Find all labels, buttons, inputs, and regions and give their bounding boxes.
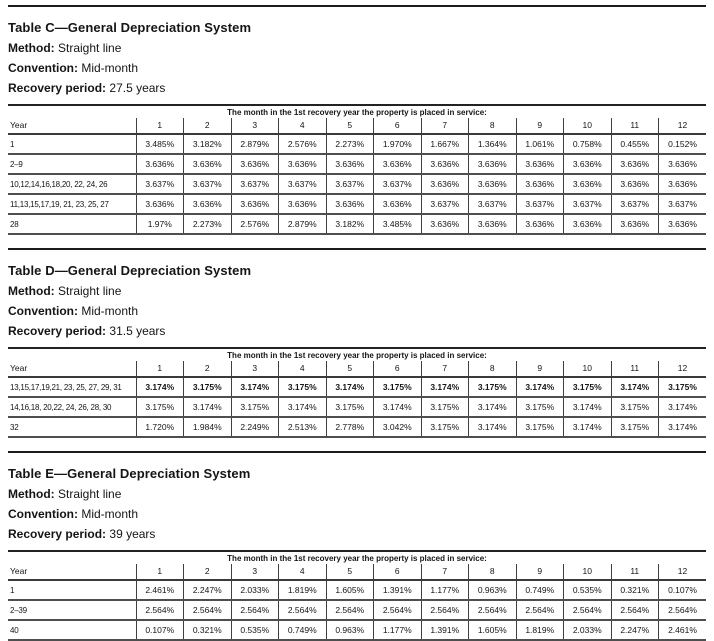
month-column-header: 4 [279,118,327,134]
year-row-label: 1 [8,134,136,154]
month-header-row [8,564,706,580]
rate-cell: 2.247% [184,580,232,600]
month-column-header: 3 [231,118,279,134]
rate-cell: 0.758% [564,134,612,154]
rate-cell: 3.636% [516,174,564,194]
rate-cell: 3.636% [611,154,659,174]
method-line [8,488,706,501]
year-row-label: 13,15,17,19,21, 23, 25, 27, 29, 31 [8,377,136,397]
table-row [8,134,706,154]
rate-cell: 3.174% [469,397,517,417]
rate-cell: 3.637% [279,174,327,194]
rate-cell: 3.637% [231,174,279,194]
rate-cell: 3.175% [516,397,564,417]
rate-cell: 2.273% [326,134,374,154]
rate-cell: 2.879% [279,214,327,234]
rate-cell: 3.636% [469,174,517,194]
month-header-row [8,361,706,377]
rate-cell: 3.637% [374,174,422,194]
rate-cell: 3.175% [184,377,232,397]
rate-cell: 3.636% [326,154,374,174]
rate-cell: 0.107% [136,620,184,640]
table-title: Table E—General Depreciation System [8,466,251,481]
rate-cell: 3.174% [421,377,469,397]
section-table-e [8,451,706,641]
rate-cell: 1.970% [374,134,422,154]
rate-cell: 2.879% [231,134,279,154]
month-column-header: 3 [231,361,279,377]
rate-cell: 2.564% [184,600,232,620]
rate-cell: 2.249% [231,417,279,437]
convention-line [8,305,706,318]
month-column-header: 8 [469,118,517,134]
section-divider [8,248,706,250]
year-row-label: 14,16,18, 20,22, 24, 26, 28, 30 [8,397,136,417]
rate-cell: 1.667% [421,134,469,154]
rate-cell: 2.564% [279,600,327,620]
rate-cell: 0.963% [469,580,517,600]
method-label: Method: [8,41,55,55]
rate-cell: 2.564% [611,600,659,620]
month-column-header: 5 [326,564,374,580]
rate-cell: 1.720% [136,417,184,437]
method-label: Method: [8,487,55,501]
rate-cell: 1.364% [469,134,517,154]
year-row-label: 2–9 [8,154,136,174]
rate-cell: 3.174% [564,397,612,417]
month-column-header: 11 [611,118,659,134]
recovery-period-line [8,528,706,541]
rate-cell: 3.636% [564,214,612,234]
convention-value: Mid-month [81,61,139,75]
rate-cell: 3.636% [374,194,422,214]
rate-cell: 3.175% [374,377,422,397]
recovery-period-value: 39 years [109,527,156,541]
method-label: Method: [8,284,55,298]
rate-cell: 2.564% [421,600,469,620]
rate-cell: 3.174% [326,377,374,397]
rate-cell: 0.321% [611,580,659,600]
month-spanning-header: The month in the 1st recovery year the property is placed in service: [227,108,487,117]
rate-cell: 2.247% [611,620,659,640]
month-header-row [8,118,706,134]
rate-cell: 3.174% [516,377,564,397]
year-column-header: Year [8,118,136,134]
rate-cell: 3.485% [374,214,422,234]
year-row-label: 2–39 [8,600,136,620]
rate-cell: 3.174% [611,377,659,397]
rate-cell: 3.637% [564,194,612,214]
month-column-header: 7 [421,361,469,377]
rate-cell: 3.175% [421,417,469,437]
rate-cell: 3.636% [136,194,184,214]
rate-cell: 3.175% [659,377,707,397]
rate-cell: 3.636% [279,194,327,214]
rate-cell: 2.564% [659,600,707,620]
rate-cell: 1.97% [136,214,184,234]
rate-cell: 3.175% [564,377,612,397]
month-spanning-header: The month in the 1st recovery year the property is placed in service: [227,554,487,563]
rate-cell: 0.152% [659,134,707,154]
rate-cell: 3.636% [659,174,707,194]
rate-cell: 0.749% [516,580,564,600]
rate-cell: 3.636% [326,194,374,214]
rate-cell: 1.605% [326,580,374,600]
month-column-header: 8 [469,361,517,377]
rate-cell: 3.175% [326,397,374,417]
rate-cell: 1.061% [516,134,564,154]
month-spanning-header: The month in the 1st recovery year the property is placed in service: [227,351,487,360]
recovery-period-value: 27.5 years [109,81,166,95]
recovery-period-label: Recovery period: [8,81,107,95]
rate-cell: 2.564% [469,600,517,620]
table-row [8,600,706,620]
convention-label: Convention: [8,507,78,521]
table-title: Table C—General Depreciation System [8,20,252,35]
rate-cell: 1.819% [279,580,327,600]
rate-cell: 3.636% [564,174,612,194]
method-line [8,42,706,55]
rate-cell: 1.177% [374,620,422,640]
month-column-header: 1 [136,564,184,580]
rate-cell: 2.461% [136,580,184,600]
rate-cell: 3.175% [231,397,279,417]
rate-cell: 3.175% [279,377,327,397]
rate-cell: 3.637% [659,194,707,214]
month-column-header: 10 [564,118,612,134]
table-title: Table D—General Depreciation System [8,263,252,278]
rate-cell: 3.636% [136,154,184,174]
section-divider [8,5,706,7]
rate-cell: 3.175% [611,397,659,417]
rate-cell: 2.564% [516,600,564,620]
rate-cell: 3.636% [564,154,612,174]
year-row-label: 40 [8,620,136,640]
rate-cell: 3.637% [184,174,232,194]
month-column-header: 1 [136,361,184,377]
rate-cell: 3.636% [469,214,517,234]
rate-cell: 1.605% [469,620,517,640]
month-column-header: 1 [136,118,184,134]
rate-cell: 3.636% [184,194,232,214]
method-value: Straight line [58,284,122,298]
section-table-d [8,248,706,438]
year-row-label: 11,13,15,17,19, 21, 23, 25, 27 [8,194,136,214]
rate-cell: 3.175% [136,397,184,417]
rate-cell: 3.174% [469,417,517,437]
year-row-label: 1 [8,580,136,600]
rate-cell: 3.636% [231,154,279,174]
convention-line [8,62,706,75]
month-column-header: 11 [611,564,659,580]
month-column-header: 7 [421,118,469,134]
recovery-period-label: Recovery period: [8,324,107,338]
rate-cell: 3.636% [659,214,707,234]
rate-cell: 3.174% [136,377,184,397]
depreciation-table [8,550,706,641]
rate-cell: 2.033% [231,580,279,600]
convention-value: Mid-month [81,507,139,521]
rate-cell: 3.637% [326,174,374,194]
table-row [8,580,706,600]
rate-cell: 2.033% [564,620,612,640]
rate-cell: 3.174% [374,397,422,417]
month-column-header: 8 [469,564,517,580]
rate-cell: 0.321% [184,620,232,640]
year-row-label: 10,12,14,16,18,20, 22, 24, 26 [8,174,136,194]
rate-cell: 2.564% [326,600,374,620]
rate-cell: 3.174% [659,417,707,437]
rate-cell: 3.182% [184,134,232,154]
method-line [8,285,706,298]
recovery-period-line [8,325,706,338]
table-row [8,154,706,174]
month-column-header: 10 [564,564,612,580]
month-column-header: 9 [516,564,564,580]
year-row-label: 32 [8,417,136,437]
rate-cell: 3.175% [469,377,517,397]
table-row [8,194,706,214]
section-divider [8,451,706,453]
rate-cell: 1.819% [516,620,564,640]
rate-cell: 3.636% [611,214,659,234]
rate-cell: 3.637% [516,194,564,214]
month-column-header: 12 [659,361,707,377]
rate-cell: 1.177% [421,580,469,600]
rate-cell: 3.042% [374,417,422,437]
rate-cell: 2.564% [374,600,422,620]
month-column-header: 4 [279,564,327,580]
month-column-header: 9 [516,361,564,377]
convention-line [8,508,706,521]
rate-cell: 0.963% [326,620,374,640]
spanning-header-row [8,105,706,118]
rate-cell: 2.564% [564,600,612,620]
recovery-period-label: Recovery period: [8,527,107,541]
rate-cell: 3.175% [516,417,564,437]
rate-cell: 3.636% [516,214,564,234]
rate-cell: 0.455% [611,134,659,154]
month-column-header: 11 [611,361,659,377]
depreciation-table [8,347,706,438]
rate-cell: 2.576% [231,214,279,234]
month-column-header: 3 [231,564,279,580]
rate-cell: 0.535% [564,580,612,600]
rate-cell: 1.984% [184,417,232,437]
rate-cell: 2.513% [279,417,327,437]
method-value: Straight line [58,487,122,501]
rate-cell: 3.636% [374,154,422,174]
rate-cell: 3.636% [516,154,564,174]
month-column-header: 5 [326,361,374,377]
rate-cell: 3.637% [136,174,184,194]
table-row [8,397,706,417]
convention-value: Mid-month [81,304,139,318]
rate-cell: 3.636% [611,174,659,194]
rate-cell: 1.391% [374,580,422,600]
year-row-label: 28 [8,214,136,234]
table-row [8,417,706,437]
rate-cell: 2.778% [326,417,374,437]
month-column-header: 10 [564,361,612,377]
rate-cell: 3.485% [136,134,184,154]
spanning-header-row [8,551,706,564]
month-column-header: 2 [184,564,232,580]
month-column-header: 5 [326,118,374,134]
table-row [8,174,706,194]
year-column-header: Year [8,564,136,580]
rate-cell: 3.174% [564,417,612,437]
rate-cell: 2.564% [136,600,184,620]
rate-cell: 3.636% [421,214,469,234]
table-row [8,214,706,234]
month-column-header: 2 [184,361,232,377]
convention-label: Convention: [8,304,78,318]
section-table-c [8,5,706,235]
rate-cell: 3.175% [421,397,469,417]
rate-cell: 3.637% [421,194,469,214]
recovery-period-value: 31.5 years [109,324,166,338]
rate-cell: 3.636% [231,194,279,214]
month-column-header: 7 [421,564,469,580]
rate-cell: 0.535% [231,620,279,640]
rate-cell: 3.182% [326,214,374,234]
month-column-header: 2 [184,118,232,134]
month-column-header: 4 [279,361,327,377]
rate-cell: 1.391% [421,620,469,640]
rate-cell: 0.749% [279,620,327,640]
convention-label: Convention: [8,61,78,75]
month-column-header: 6 [374,564,422,580]
table-row [8,377,706,397]
rate-cell: 3.174% [659,397,707,417]
rate-cell: 3.174% [231,377,279,397]
month-column-header: 6 [374,118,422,134]
month-column-header: 6 [374,361,422,377]
month-column-header: 9 [516,118,564,134]
rate-cell: 3.174% [279,397,327,417]
rate-cell: 3.636% [184,154,232,174]
month-column-header: 12 [659,564,707,580]
rate-cell: 3.636% [469,154,517,174]
rate-cell: 3.174% [184,397,232,417]
rate-cell: 3.175% [611,417,659,437]
rate-cell: 3.636% [279,154,327,174]
year-column-header: Year [8,361,136,377]
depreciation-table [8,104,706,235]
rate-cell: 0.107% [659,580,707,600]
table-row [8,620,706,640]
rate-cell: 3.636% [421,174,469,194]
rate-cell: 3.637% [469,194,517,214]
recovery-period-line [8,82,706,95]
method-value: Straight line [58,41,122,55]
rate-cell: 3.636% [659,154,707,174]
rate-cell: 3.636% [421,154,469,174]
rate-cell: 2.273% [184,214,232,234]
rate-cell: 3.637% [611,194,659,214]
month-column-header: 12 [659,118,707,134]
spanning-header-row [8,348,706,361]
rate-cell: 2.461% [659,620,707,640]
rate-cell: 2.576% [279,134,327,154]
rate-cell: 2.564% [231,600,279,620]
